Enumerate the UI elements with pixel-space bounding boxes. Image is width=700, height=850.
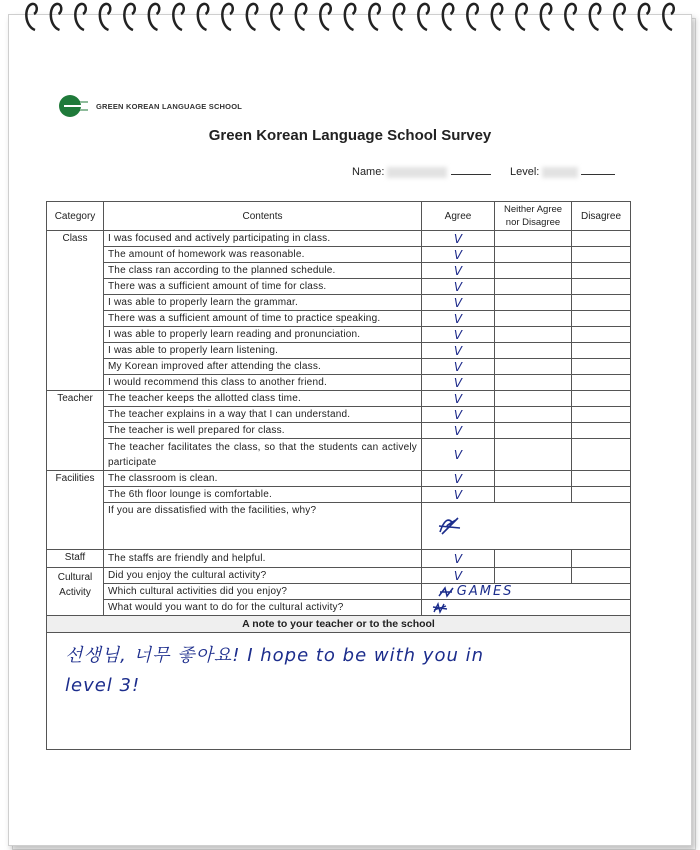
disagree-cell — [572, 279, 631, 295]
disagree-cell — [572, 311, 631, 327]
binding-coil — [271, 4, 281, 30]
agree-check-mark: V — [422, 550, 495, 568]
note-box — [47, 633, 631, 750]
table-row — [47, 439, 631, 471]
binding-coil — [418, 4, 428, 30]
table-header-row — [47, 202, 631, 231]
neither-cell — [495, 247, 572, 263]
row-text: The teacher explains in a way that I can understand. — [104, 407, 422, 423]
disagree-cell — [572, 407, 631, 423]
binding-coil — [51, 4, 61, 30]
neither-cell — [495, 568, 572, 584]
row-text: The classroom is clean. — [104, 471, 422, 487]
disagree-cell — [572, 439, 631, 471]
note-line-2: level 3! — [65, 675, 141, 696]
table-row — [47, 487, 631, 503]
neither-cell — [495, 550, 572, 568]
category-class: Class — [47, 231, 104, 391]
agree-check-mark: V — [422, 359, 495, 375]
disagree-cell — [572, 327, 631, 343]
binding-coil — [492, 4, 502, 30]
disagree-cell — [572, 247, 631, 263]
header-disagree: Disagree — [572, 202, 631, 231]
binding-coil — [663, 4, 673, 30]
neither-cell — [495, 407, 572, 423]
row-text: My Korean improved after attending the class. — [104, 359, 422, 375]
note-line-1: 선생님, 너무 좋아요! I hope to be with you in — [65, 645, 485, 666]
binding-coil — [639, 4, 649, 30]
agree-check-mark: V — [422, 407, 495, 423]
neither-cell — [495, 343, 572, 359]
games-answer: GAMES — [456, 584, 514, 599]
agree-check-mark: V — [422, 423, 495, 439]
table-row — [47, 503, 631, 550]
disagree-cell — [572, 487, 631, 503]
binding-coil — [369, 4, 379, 30]
disagree-cell — [572, 263, 631, 279]
agree-check-mark: V — [422, 295, 495, 311]
neither-cell — [495, 311, 572, 327]
row-text: What would you want to do for the cultural activity? — [104, 600, 422, 616]
binding-coil — [75, 4, 85, 30]
binding-coil — [345, 4, 355, 30]
row-text: The teacher is well prepared for class. — [104, 423, 422, 439]
row-text: Which cultural activities did you enjoy? — [104, 584, 422, 600]
binding-coil — [100, 4, 110, 30]
table-row — [47, 327, 631, 343]
agree-check-mark: V — [422, 487, 495, 503]
agree-check-mark: V — [422, 279, 495, 295]
table-row — [47, 359, 631, 375]
binding-coil — [394, 4, 404, 30]
category-teacher: Teacher — [47, 391, 104, 471]
neither-cell — [495, 391, 572, 407]
school-logo — [58, 94, 242, 118]
disagree-cell — [572, 391, 631, 407]
row-text: I was able to properly learn the grammar. — [104, 295, 422, 311]
category-staff: Staff — [47, 550, 104, 568]
level-field — [510, 164, 615, 178]
binding-coil — [124, 4, 134, 30]
table-row — [47, 263, 631, 279]
disagree-cell — [572, 568, 631, 584]
disagree-cell — [572, 295, 631, 311]
table-row — [47, 568, 631, 584]
row-text: The teacher keeps the allotted class time. — [104, 391, 422, 407]
disagree-cell — [572, 375, 631, 391]
disagree-cell — [572, 471, 631, 487]
agree-check-mark: V — [422, 375, 495, 391]
row-text: I was focused and actively participating in class. — [104, 231, 422, 247]
row-text: I was able to properly learn listening. — [104, 343, 422, 359]
binding-coil — [590, 4, 600, 30]
level-label: Level: — [510, 166, 540, 178]
binding-coil — [173, 4, 183, 30]
table-row — [47, 391, 631, 407]
table-row — [47, 550, 631, 568]
agree-check-mark: V — [422, 391, 495, 407]
agree-check-mark: V — [422, 311, 495, 327]
row-text: The staffs are friendly and helpful. — [104, 550, 422, 568]
table-row — [47, 231, 631, 247]
agree-check-mark: V — [422, 343, 495, 359]
binding-coil — [320, 4, 330, 30]
header-neither: Neither Agree nor Disagree — [495, 202, 572, 231]
header-category: Category — [47, 202, 104, 231]
name-underline — [451, 164, 491, 175]
agree-check-mark: V — [422, 247, 495, 263]
table-row — [47, 295, 631, 311]
neither-cell — [495, 359, 572, 375]
disagree-cell — [572, 423, 631, 439]
table-row — [47, 584, 631, 600]
agree-check-mark: V — [422, 471, 495, 487]
neither-cell — [495, 471, 572, 487]
binding-coil — [198, 4, 208, 30]
table-row — [47, 423, 631, 439]
row-text: There was a sufficient amount of time for class. — [104, 279, 422, 295]
note-body-row — [47, 633, 631, 750]
neither-cell — [495, 423, 572, 439]
cultural-activity-answer — [422, 584, 631, 600]
neither-cell — [495, 279, 572, 295]
neither-cell — [495, 327, 572, 343]
agree-check-mark: V — [422, 327, 495, 343]
binding-coil — [443, 4, 453, 30]
dissatisfied-answer — [422, 503, 631, 550]
binding-coil — [296, 4, 306, 30]
table-row — [47, 247, 631, 263]
table-row — [47, 279, 631, 295]
agree-check-mark: V — [422, 263, 495, 279]
disagree-cell — [572, 231, 631, 247]
school-name: GREEN KOREAN LANGUAGE SCHOOL — [96, 101, 243, 111]
table-row — [47, 600, 631, 616]
binding-coil — [247, 4, 257, 30]
name-field — [352, 164, 491, 178]
neither-cell — [495, 375, 572, 391]
row-text: If you are dissatisfied with the facilities, why? — [104, 503, 422, 550]
neither-cell — [495, 231, 572, 247]
table-row — [47, 407, 631, 423]
scribble-icon — [438, 586, 454, 598]
header-agree: Agree — [422, 202, 495, 231]
binding-coil — [516, 4, 526, 30]
binding-coil — [467, 4, 477, 30]
binding-coil — [541, 4, 551, 30]
name-label: Name: — [352, 166, 385, 178]
name-value-redacted — [387, 167, 447, 178]
table-row — [47, 343, 631, 359]
row-text: There was a sufficient amount of time to practice speaking. — [104, 311, 422, 327]
agree-check-mark: V — [422, 231, 495, 247]
scribble-icon — [432, 602, 448, 614]
table-row — [47, 375, 631, 391]
survey-table — [46, 201, 631, 750]
neither-cell — [495, 263, 572, 279]
header-contents: Contents — [104, 202, 422, 231]
survey-title: Green Korean Language School Survey — [208, 127, 492, 144]
crossed-out-scribble-icon — [436, 514, 464, 536]
spiral-binding — [0, 0, 700, 34]
row-text: I would recommend this class to another friend. — [104, 375, 422, 391]
note-header-row — [47, 616, 631, 633]
note-header: A note to your teacher or to the school — [47, 616, 631, 633]
binding-coil — [149, 4, 159, 30]
neither-cell — [495, 295, 572, 311]
category-facilities: Facilities — [47, 471, 104, 550]
agree-check-mark: V — [422, 439, 495, 471]
agree-check-mark: V — [422, 568, 495, 584]
binding-coil — [26, 4, 36, 30]
binding-coil — [222, 4, 232, 30]
disagree-cell — [572, 343, 631, 359]
level-value-redacted — [542, 167, 578, 178]
cultural-wish-answer — [422, 600, 631, 616]
level-underline — [581, 164, 615, 175]
category-cultural-activity: Cultural Activity — [47, 568, 104, 616]
neither-cell — [495, 439, 572, 471]
row-text: The 6th floor lounge is comfortable. — [104, 487, 422, 503]
table-row — [47, 471, 631, 487]
neither-cell — [495, 487, 572, 503]
school-logo-icon — [58, 94, 90, 118]
row-text: The teacher facilitates the class, so that the students can actively participate — [104, 439, 422, 471]
row-text: Did you enjoy the cultural activity? — [104, 568, 422, 584]
row-text: I was able to properly learn reading and pronunciation. — [104, 327, 422, 343]
row-text: The class ran according to the planned schedule. — [104, 263, 422, 279]
table-row — [47, 311, 631, 327]
disagree-cell — [572, 359, 631, 375]
binding-coil — [565, 4, 575, 30]
row-text: The amount of homework was reasonable. — [104, 247, 422, 263]
binding-coil — [614, 4, 624, 30]
disagree-cell — [572, 550, 631, 568]
